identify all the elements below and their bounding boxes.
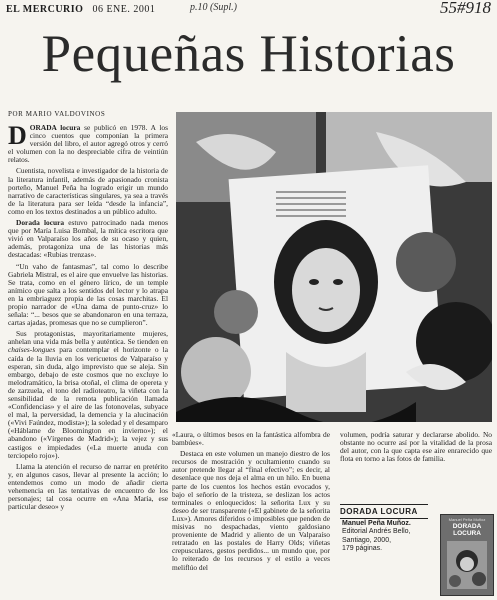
- paragraph: [8, 121, 168, 165]
- book-details: [342, 520, 432, 554]
- collage-illustration: [176, 112, 492, 422]
- publication-date: 06 ENE. 2001: [92, 4, 156, 15]
- clipping-number: 55#918: [440, 0, 491, 17]
- paragraph: “Un vaho de fantasmas”, tal como lo describe Gabriela Mistral, es el aire que envuelve las historias. Se trata, como en el género lírico, de un temple anímico que salta a los sentidos del lector y lo atrapa en la embriaguez propia de las cosas marchitas. El propio narrador de «Una dama de punto-cruz» lo señala: “... besos que se abandonaron en una terraza, cartas ajadas, promesas que no se cumplieron”.: [8, 261, 168, 328]
- book-title-text: ORADA locura: [29, 123, 81, 132]
- newspaper-name: EL MERCURIO: [6, 4, 84, 15]
- article-title: Pequeñas Historias: [41, 25, 456, 83]
- paragraph: Llama la atención el recurso de narrar en pretérito y, en algunos casos, llevar al presente la acción; lo entendemos como un modo de añadir cierta vehemencia en las tentativas de encuentro de los personajes; tal cosa ocurre en «Ana María, ese particular deseo» y: [8, 461, 168, 512]
- cover-title-line: DORADA: [452, 523, 482, 530]
- book-cover: [440, 514, 494, 596]
- book-box-heading: DORADA LOCURA: [340, 504, 428, 519]
- book-place-year: Santiago, 2000,: [342, 536, 392, 544]
- cover-title-line: LOCURA: [453, 530, 481, 537]
- paragraph-text: para contemplar el horizonte o la caída de la lluvia en los vericuetos de Valparaíso y esperan, sin duda, algo imprevisto que se aleja. Sin embargo, debajo de este cosmos que no excluye lo melodramático, la brisa otoñal, el clima de opereta y de zarzuela, el tono del radioteatro, la viñeta con la sensibilidad de la remota publicación llamada «Confidencias» y el aire de las fotonovelas, subyace el mal, la perversidad, la demencia y la alucinación («Vivi Faúndez, modista»); la soledad y el desamparo («Háblame de Bloomington en invierno»); el abandono («Vírgenes de Madrid»); la vejez y sus castigos e impiedades («La muerte anuda con terciopelo rojo»).: [8, 345, 168, 460]
- article-column-3: [340, 431, 492, 466]
- handwritten-page-note: p.10 (Supl.): [190, 2, 237, 13]
- book-title-text: Dorada locura: [16, 218, 65, 228]
- article-column-1: [8, 121, 168, 514]
- italic-text: chaises-longues: [8, 345, 56, 355]
- book-publisher: Editorial Andrés Bello,: [342, 528, 411, 536]
- collage-photo: [176, 112, 492, 422]
- book-author-text: Manuel Peña Muñoz.: [342, 520, 411, 527]
- book-author: [342, 520, 432, 528]
- book-pages: 179 páginas.: [342, 545, 383, 553]
- paragraph: [8, 219, 168, 259]
- paragraph: Cuentista, novelista e investigador de la historia de la literatura infantil, además de apasionado cronista porteño, Manuel Peña ha logrado erigir un mundo narrativo de características singulares, ya sea a través de la literatura para ser leída “desde la infancia”, como en los textos destinados a un público adulto.: [8, 166, 168, 216]
- article-column-2: [172, 431, 330, 575]
- paragraph: «Laura, o últimos besos en la fantástica alfombra de bambúes».: [172, 430, 330, 448]
- drop-cap: D: [8, 121, 27, 150]
- byline: POR MARIO VALDOVINOS: [8, 110, 106, 118]
- paragraph: [8, 330, 168, 460]
- paragraph-text: se publicó en 1978. A los cinco cuentos que componían la primera versión del libro, el autor agregó otros y cerró el volumen con la no despreciable cifra de veintiún relatos.: [8, 123, 168, 165]
- paragraph-text: estuvo patrocinado nada menos que por María Luisa Bombal, la mítica escritora que vivió en Valparaíso los años de su ocaso y quien, además, protagoniza una de las historias más destacadas: «Rubias trenzas».: [8, 218, 168, 260]
- paragraph-text: Sus protagonistas, mayoritariamente mujeres, anhelan una vida más bella y auténtica. Se tienden en: [8, 329, 168, 347]
- cover-title: [441, 523, 493, 537]
- paragraph: Destaca en este volumen un manejo diestro de los recursos de mostración y ocultamiento cuando su autor pretende llegar al “final efectivo”; es decir, al desenlace que nos deja el alma en un hilo. En buena parte de los cuentos los hechos están evocados y, bajo el señorío de la tristeza, se deslizan los actos terminales o enloquecidos: la señorita Lux y su deseo de ser transparente («El gabinete de la señorita Lux»). Amores diferidos o imposibles que penden de misivas no despachadas, viento galdosiano proveniente de Madrid y aliento de un Valparaíso retratado en las postales de Harry Olds; viñetas crepusculares, gestos perdidos... un mundo que, por lo reiterado de los recursos y el estilo a veces meliflúo del: [172, 449, 330, 572]
- masthead: [6, 4, 155, 15]
- cover-author: Manuel Peña Muñoz: [448, 517, 486, 522]
- paragraph: volumen, podría saturar y declararse abolido. No obstante no ocurre así por la vitalidad de la prosa del autor, con la que capta ese aire enrarecido que flota en torno a las fotos de familia.: [340, 430, 492, 464]
